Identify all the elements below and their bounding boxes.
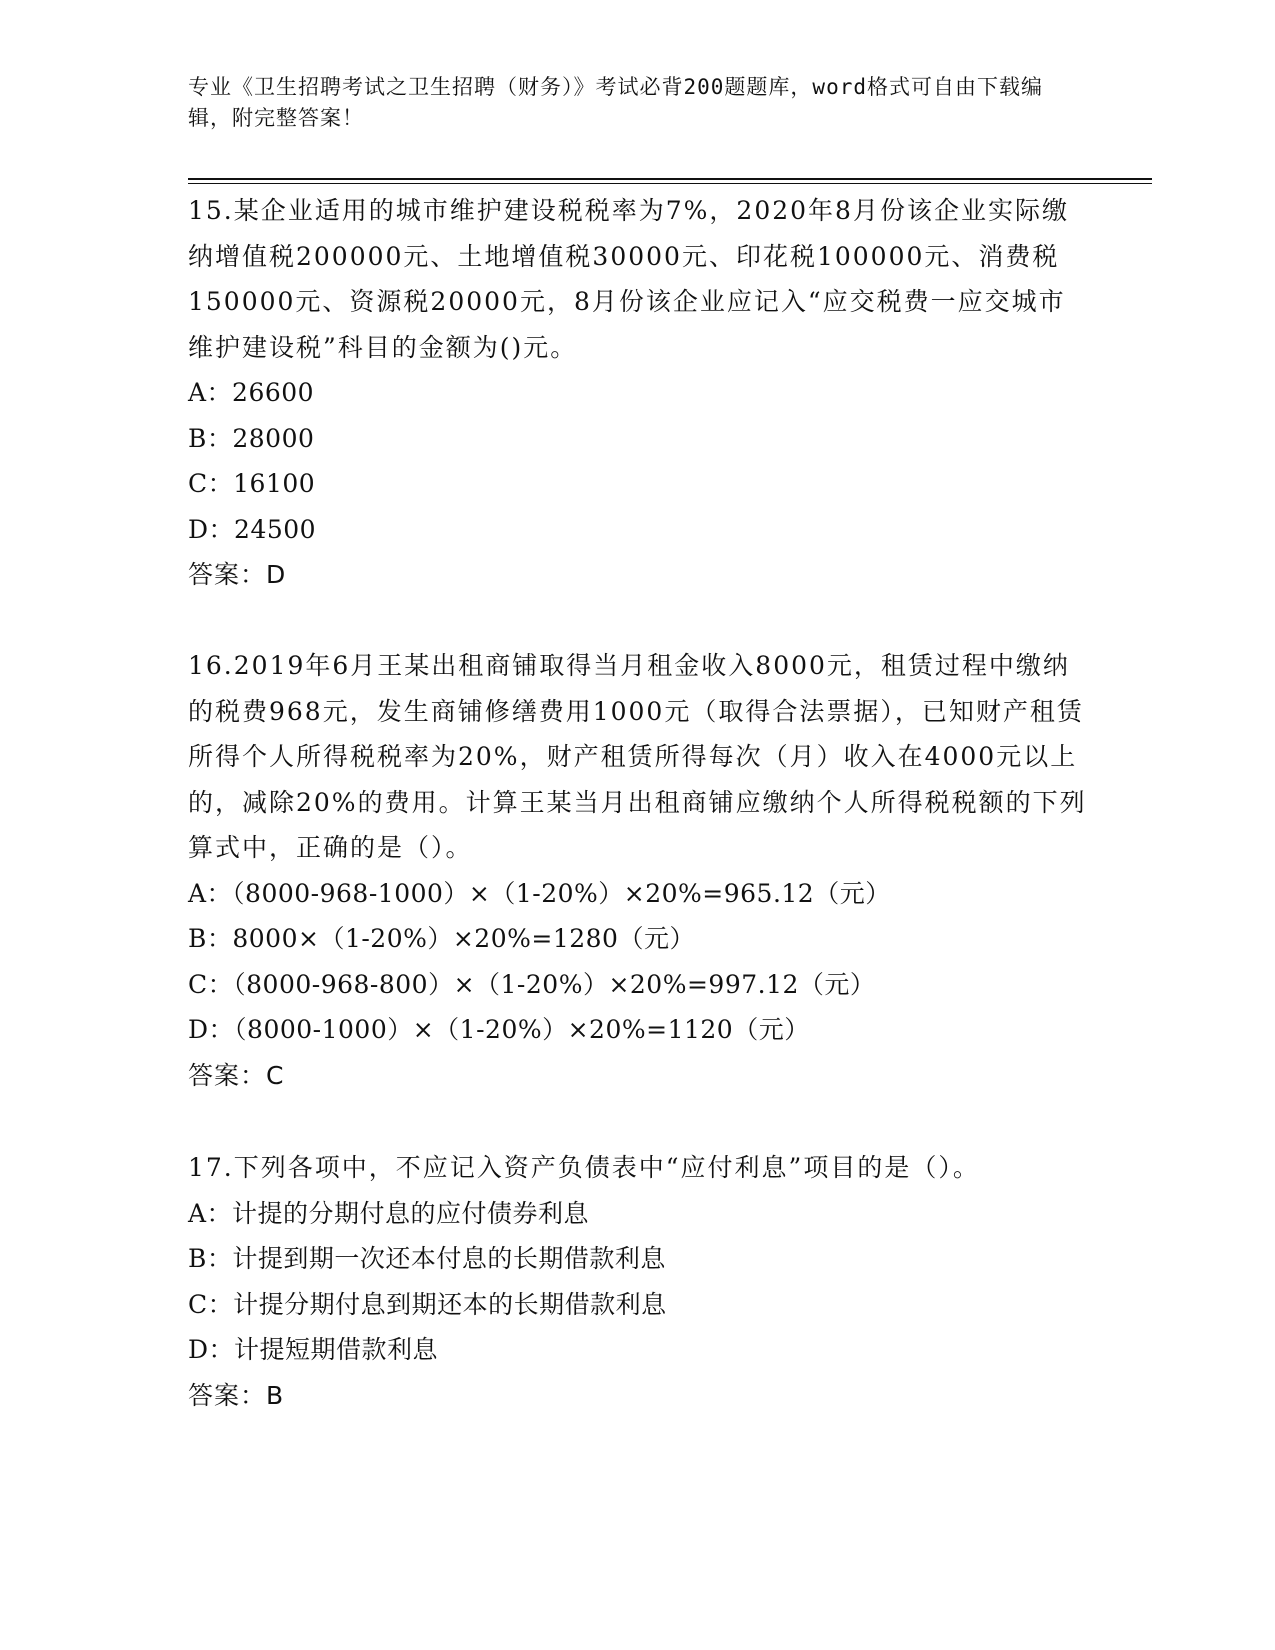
question-stem: 17.下列各项中，不应记入资产负债表中“应付利息”项目的是（）。 xyxy=(188,1153,980,1182)
question-16 xyxy=(188,643,1088,1098)
option-c: C：计提分期付息到期还本的长期借款利息 xyxy=(188,1289,667,1319)
answer-line: 答案：C xyxy=(188,1060,285,1090)
option-d: D：（8000-1000）×（1-20%）×20%=1120（元） xyxy=(188,1015,810,1044)
option-a: A：26600 xyxy=(188,378,315,407)
header-rule-thin xyxy=(188,183,1152,184)
option-d: D：计提短期借款利息 xyxy=(188,1335,439,1364)
option-b: B：8000×（1-20%）×20%=1280（元） xyxy=(188,924,695,953)
answer-line: 答案：B xyxy=(188,1380,285,1410)
option-d: D：24500 xyxy=(188,514,317,544)
answer-line: 答案：D xyxy=(188,560,287,589)
header-rule-thick xyxy=(188,178,1152,180)
question-stem: 16.2019年6月王某出租商铺取得当月租金收入8000元，租赁过程中缴纳的税费968元，发生商铺修缮费用1000元（取得合法票据），已知财产租赁所得个人所得税税率为20%，财产租赁所得每次（月）收入在4000元以上的，减除20%的费用。计算王某当月出租商铺应缴纳个人所得税税额的下列算式中，正确的是（）。 xyxy=(188,651,1087,862)
question-stem: 15.某企业适用的城市维护建设税税率为7%，2020年8月份该企业实际缴纳增值税200000元、土地增值税30000元、印花税100000元、消费税150000元、资源税20000元，8月份该企业应记入“应交税费一应交城市维护建设税”科目的金额为()元。 xyxy=(188,196,1069,362)
option-a: A：计提的分期付息的应付债券利息 xyxy=(188,1198,590,1228)
option-c: C：（8000-968-800）×（1-20%）×20%=997.12（元） xyxy=(188,969,876,999)
question-17 xyxy=(188,1145,1088,1418)
option-b: B：28000 xyxy=(188,423,315,453)
option-c: C：16100 xyxy=(188,469,316,498)
document-header: 专业《卫生招聘考试之卫生招聘（财务）》考试必背200题题库，word格式可自由下载编辑，附完整答案！ xyxy=(188,75,1043,130)
option-a: A：（8000-968-1000）×（1-20%）×20%=965.12（元） xyxy=(188,878,891,908)
option-b: B：计提到期一次还本付息的长期借款利息 xyxy=(188,1244,666,1273)
question-15 xyxy=(188,188,1088,598)
